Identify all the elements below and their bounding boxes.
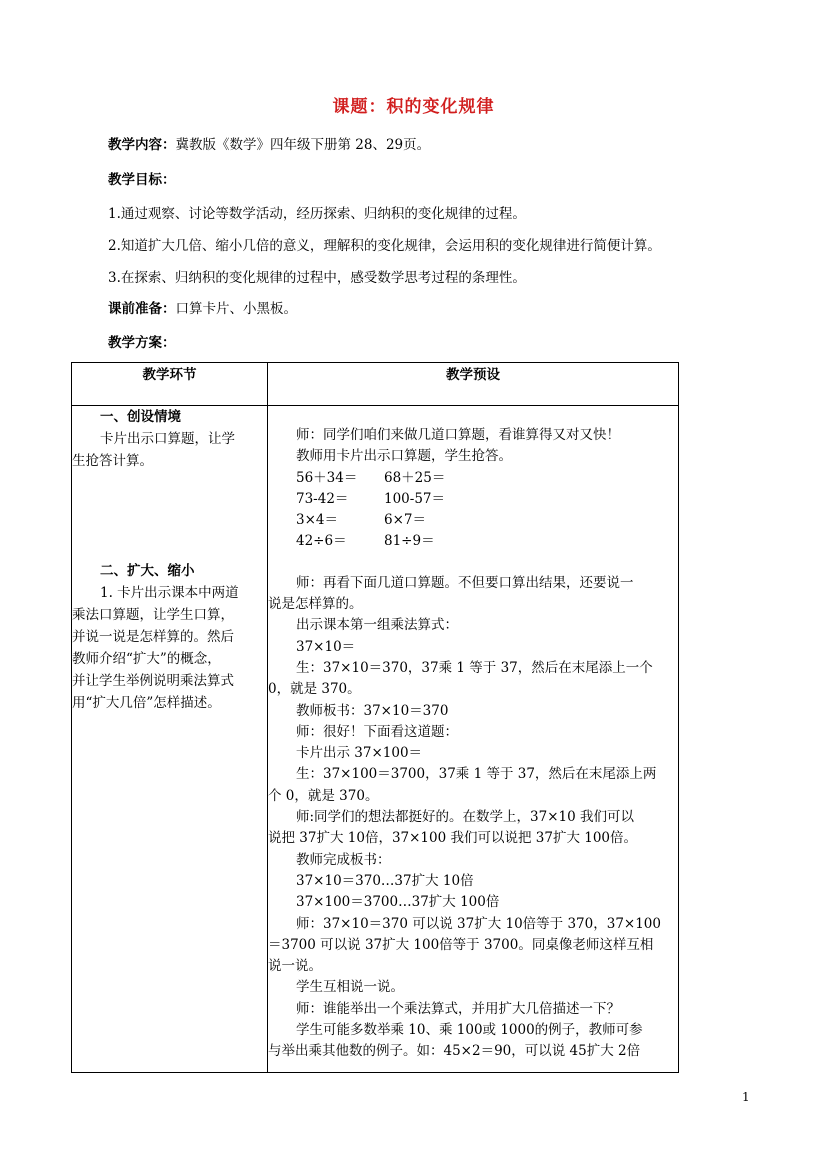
dialogue-line: 个 0，就是 370。 xyxy=(268,787,379,804)
lesson-plan-table xyxy=(71,362,679,1073)
section2-line: 乘法口算题，让学生口算， xyxy=(72,607,234,623)
table-header-row xyxy=(72,363,679,406)
dialogue-line: 生：37×100＝3700，37乘 1 等于 37，然后在末尾添上两 xyxy=(296,766,657,783)
section2-line: 并说一说是怎样算的。然后 xyxy=(72,629,234,645)
dialogue-line: 0，就是 370。 xyxy=(268,681,361,698)
page-number: 1 xyxy=(742,1090,750,1104)
dialogue-line: 学生可能多数举乘 10、乘 100或 1000的例子，教师可参 xyxy=(296,1022,643,1039)
dialogue-line: 教师完成板书： xyxy=(296,851,391,868)
dialogue-line: 师：很好！下面看这道题： xyxy=(296,723,458,740)
calc-item: 68＋25＝ xyxy=(384,469,446,486)
calc-row xyxy=(268,468,678,489)
section2-line: 1. 卡片出示课本中两道 xyxy=(100,585,239,601)
dialogue-line: 说把 37扩大 10倍，37×100 我们可以说把 37扩大 100倍。 xyxy=(268,830,638,847)
calc-item: 42÷6＝ xyxy=(296,533,347,550)
dialogue-line: 师:同学们的想法都挺好的。在数学上，37×10 我们可以 xyxy=(296,809,635,826)
plan-label: 教学方案： xyxy=(108,335,176,351)
preset-cell xyxy=(268,406,679,1073)
dialogue-line: 教师板书：37×10＝370 xyxy=(296,702,449,719)
goal-item-1: 1.通过观察、讨论等数学活动，经历探索、归纳积的变化规律的过程。 xyxy=(108,206,526,222)
plan-label-line xyxy=(108,331,176,351)
section1-line: 生抢答计算。 xyxy=(72,453,153,469)
section1-line: 卡片出示口算题，让学 xyxy=(100,431,235,447)
calc-item: 100-57＝ xyxy=(384,490,446,507)
prep-line xyxy=(108,297,297,317)
dialogue-line: 出示课本第一组乘法算式： xyxy=(296,617,458,634)
stage-cell xyxy=(72,406,268,1073)
content-label: 教学内容： xyxy=(108,137,176,153)
dialogue-line: 生：37×10＝370，37乘 1 等于 37，然后在末尾添上一个 xyxy=(296,659,653,676)
calc-row xyxy=(268,531,678,552)
section2-line: 教师介绍“扩大”的概念， xyxy=(72,651,221,667)
dialogue-line: 与举出乘其他数的例子。如：45×2＝90，可以说 45扩大 2倍 xyxy=(268,1043,641,1060)
intro-line: 教师用卡片出示口算题，学生抢答。 xyxy=(296,448,512,465)
dialogue-line: ＝3700 可以说 37扩大 100倍等于 3700。同桌像老师这样互相 xyxy=(268,936,654,953)
section2-title: 二、扩大、缩小 xyxy=(100,563,195,579)
dialogue-line: 37×10＝ xyxy=(296,638,356,655)
goals-label-line xyxy=(108,168,176,188)
prep-text: 口算卡片、小黑板。 xyxy=(175,301,297,317)
dialogue-line: 37×10＝370…37扩大 10倍 xyxy=(296,872,474,889)
prep-label: 课前准备： xyxy=(108,301,176,317)
intro-line: 师：同学们咱们来做几道口算题，看谁算得又对又快！ xyxy=(296,427,620,443)
dialogue-block xyxy=(268,573,678,1063)
table-row xyxy=(72,406,679,1073)
calc-item: 73-42＝ xyxy=(296,490,349,507)
section1-title: 一、创设情境 xyxy=(100,409,181,425)
content-text: 冀教版《数学》四年级下册第 28、29页。 xyxy=(175,137,431,153)
calc-item: 3×4＝ xyxy=(296,512,338,529)
goal-item-3: 3.在探索、归纳积的变化规律的过程中，感受数学思考过程的条理性。 xyxy=(108,270,526,286)
lesson-title: 课题：积的变化规律 xyxy=(332,97,495,117)
section2-line: 用“扩大几倍”怎样描述。 xyxy=(72,695,221,711)
calc-row xyxy=(268,510,678,531)
calc-row xyxy=(268,489,678,510)
goals-label: 教学目标： xyxy=(108,172,176,188)
dialogue-line: 师：37×10＝370 可以说 37扩大 10倍等于 370，37×100 xyxy=(296,915,661,932)
dialogue-line: 师：谁能举出一个乘法算式，并用扩大几倍描述一下？ xyxy=(296,1000,620,1017)
section2-line: 并让学生举例说明乘法算式 xyxy=(72,673,234,689)
dialogue-line: 37×100＝3700…37扩大 100倍 xyxy=(296,894,500,911)
goal-item-2: 2.知道扩大几倍、缩小几倍的意义，理解积的变化规律，会运用积的变化规律进行简便计算。 xyxy=(108,238,661,254)
header-stage: 教学环节 xyxy=(72,363,268,406)
dialogue-line: 学生互相说一说。 xyxy=(296,979,404,996)
dialogue-line: 说一说。 xyxy=(268,958,322,975)
dialogue-line: 卡片出示 37×100＝ xyxy=(296,745,423,762)
dialogue-line: 说是怎样算的。 xyxy=(268,596,363,613)
dialogue-line: 师：再看下面几道口算题。不但要口算出结果，还要说一 xyxy=(296,574,634,591)
header-preset: 教学预设 xyxy=(268,363,679,406)
calc-item: 6×7＝ xyxy=(384,512,426,529)
calc-item: 56＋34＝ xyxy=(296,469,358,486)
content-line xyxy=(108,133,430,153)
calc-item: 81÷9＝ xyxy=(384,533,435,550)
